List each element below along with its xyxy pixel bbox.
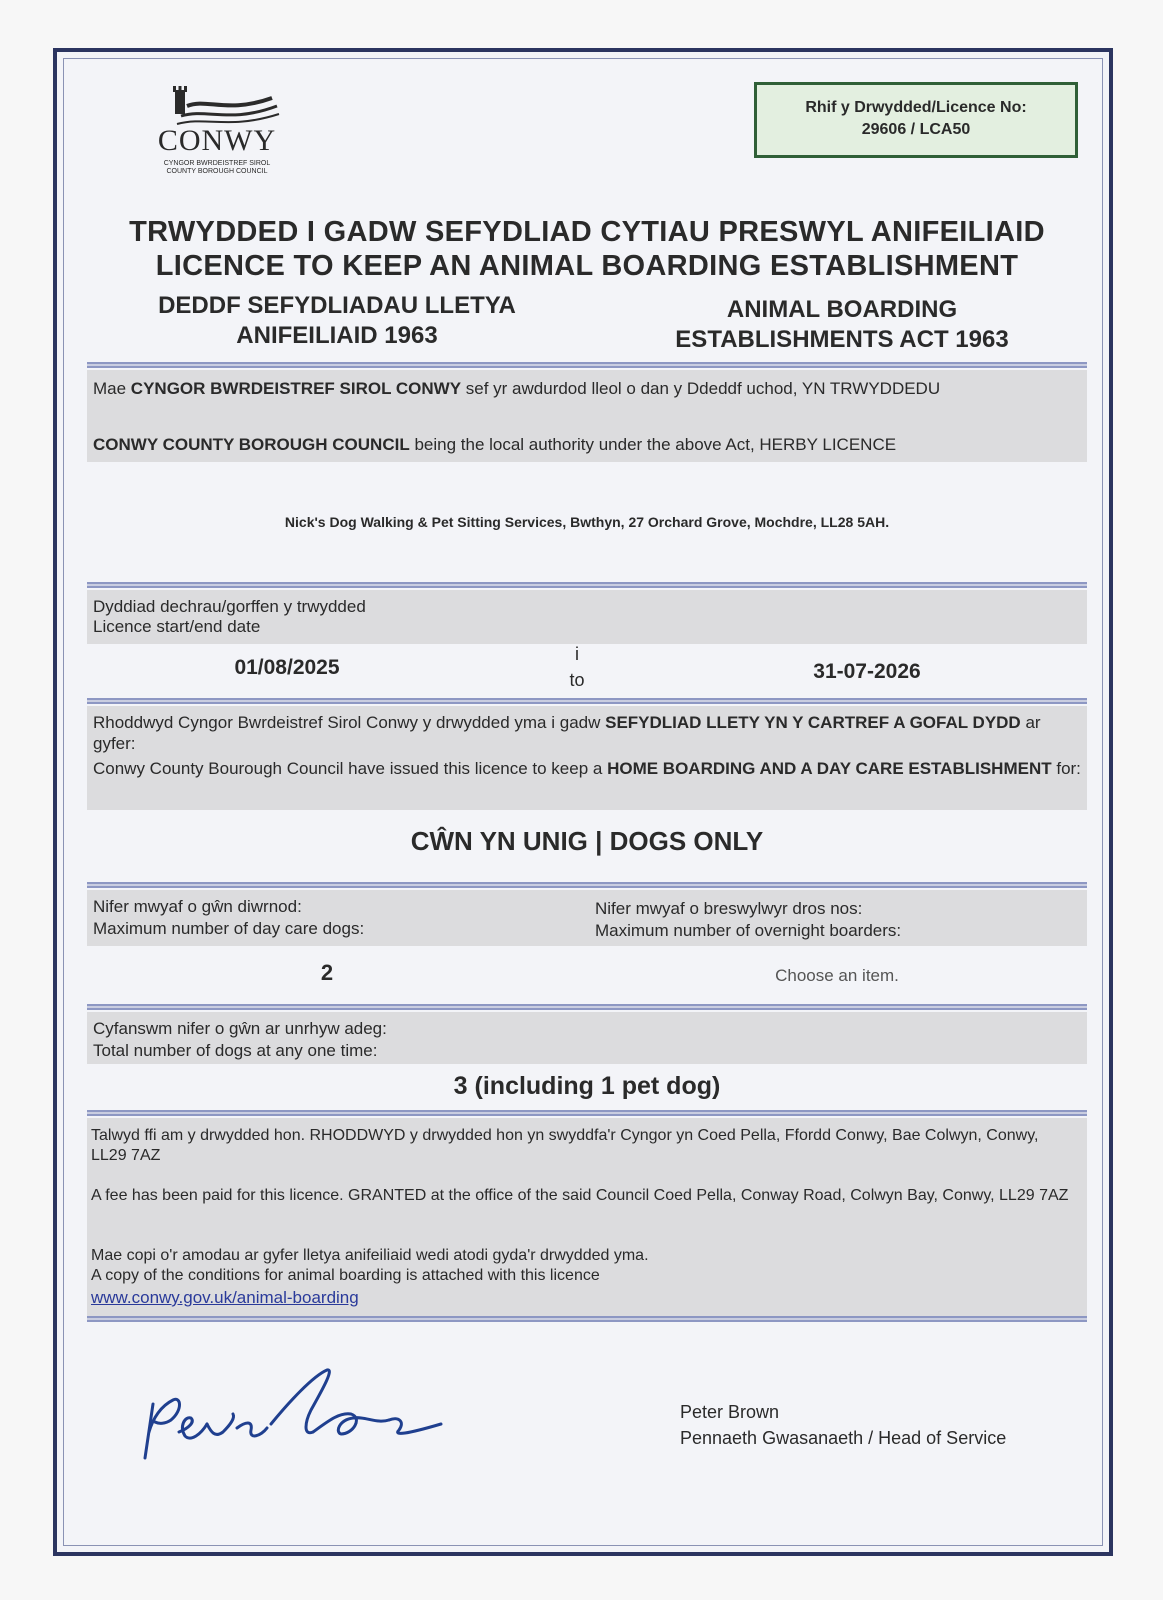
divider-rule (87, 582, 1087, 588)
species-label: CŴN YN UNIG | DOGS ONLY (410, 826, 764, 856)
conditions-welsh: Mae copi o'r amodau ar gyfer lletya anifeiliaid wedi atodi gyda'r drwydded yma. (91, 1247, 649, 1264)
signatory-name: Peter Brown (680, 1402, 780, 1422)
act-welsh-line2: ANIFEILIAID 1963 (236, 322, 438, 349)
conwy-logo (137, 84, 297, 174)
licence-number-label: Rhif y Drwydded/Licence No: (805, 99, 1027, 116)
certificate-frame (53, 48, 1113, 1556)
date-sep-welsh: i (575, 644, 579, 664)
castle-wave-icon (167, 84, 287, 128)
max-day-label-welsh: Nifer mwyaf o gŵn diwrnod: (93, 897, 302, 916)
divider-rule (87, 362, 1087, 368)
max-day-label-english: Maximum number of day care dogs: (93, 919, 365, 938)
signatory-title: Pennaeth Gwasanaeth / Head of Service (680, 1428, 1007, 1448)
total-label-welsh: Cyfanswm nifer o gŵn ar unrhyw adeg: (93, 1019, 387, 1038)
logo-name: CONWY (157, 124, 277, 157)
fee-welsh: Talwyd ffi am y drwydded hon. RHODDWYD y drwydded hon yn swyddfa'r Cyngor yn Coed Pella, Ffordd Conwy, Bae Colwyn, Conwy, LL29 7AZ (91, 1127, 1039, 1164)
dates-label-english: Licence start/end date (93, 617, 261, 636)
act-english-line1: ANIMAL BOARDING (726, 296, 958, 323)
divider-rule (87, 1316, 1087, 1322)
title-welsh: TRWYDDED I GADW SEFYDLIAD CYTIAU PRESWYL ANIFEILIAID (129, 216, 1045, 248)
licence-number-box (754, 82, 1078, 158)
conditions-english: A copy of the conditions for animal boarding is attached with this licence (91, 1267, 600, 1284)
intro-english: CONWY COUNTY BOROUGH COUNCIL being the local authority under the above Act, HERBY LICENCE (93, 435, 897, 454)
animal-boarding-link[interactable]: www.conwy.gov.uk/animal-boarding (91, 1288, 359, 1307)
total-value: 3 (including 1 pet dog) (453, 1072, 721, 1100)
divider-rule (87, 1110, 1087, 1116)
logo-sub1: CYNGOR BWRDEISTREF SIROL (163, 160, 271, 167)
issued-welsh: Rhoddwyd Cyngor Bwrdeistref Sirol Conwy y drwydded yma i gadw SEFYDLIAD LLETY YN Y CARTREF A GOFAL DYDD ar gyfer: (93, 713, 1041, 753)
max-night-label-english: Maximum number of overnight boarders: (595, 921, 902, 940)
divider-rule (87, 1004, 1087, 1010)
end-date: 31-07-2026 (813, 660, 921, 683)
dates-label-welsh: Dyddiad dechrau/gorffen y trwydded (93, 597, 366, 616)
intro-welsh: Mae CYNGOR BWRDEISTREF SIROL CONWY sef yr awdurdod lleol o dan y Ddeddf uchod, YN TRWYDDEDU (93, 379, 941, 398)
licensee-details: Nick's Dog Walking & Pet Sitting Services, Bwthyn, 27 Orchard Grove, Mochdre, LL28 5AH. (284, 514, 890, 530)
divider-rule (87, 882, 1087, 888)
issued-english: Conwy County Bourough Council have issued this licence to keep a HOME BOARDING AND A DAY CARE ESTABLISHMENT for: (93, 759, 1081, 778)
divider-rule (87, 698, 1087, 704)
signature-image (141, 1362, 471, 1472)
licence-number-value: 29606 / LCA50 (861, 121, 971, 138)
act-english-line2: ESTABLISHMENTS ACT 1963 (675, 326, 1009, 353)
total-label-english: Total number of dogs at any one time: (93, 1041, 378, 1060)
max-day-value: 2 (320, 960, 334, 985)
start-date: 01/08/2025 (234, 656, 340, 679)
title-english: LICENCE TO KEEP AN ANIMAL BOARDING ESTABLISHMENT (155, 250, 1019, 282)
date-sep-english: to (569, 670, 585, 690)
max-night-label-welsh: Nifer mwyaf o breswylwyr dros nos: (595, 899, 863, 918)
act-welsh-line1: DEDDF SEFYDLIADAU LLETYA (158, 292, 516, 319)
max-night-value: Choose an item. (775, 966, 899, 985)
logo-sub2: COUNTY BOROUGH COUNCIL (166, 168, 268, 175)
fee-english: A fee has been paid for this licence. GRANTED at the office of the said Council Coed Pella, Conway Road, Colwyn Bay, Conwy, LL29 7AZ (91, 1187, 1069, 1204)
